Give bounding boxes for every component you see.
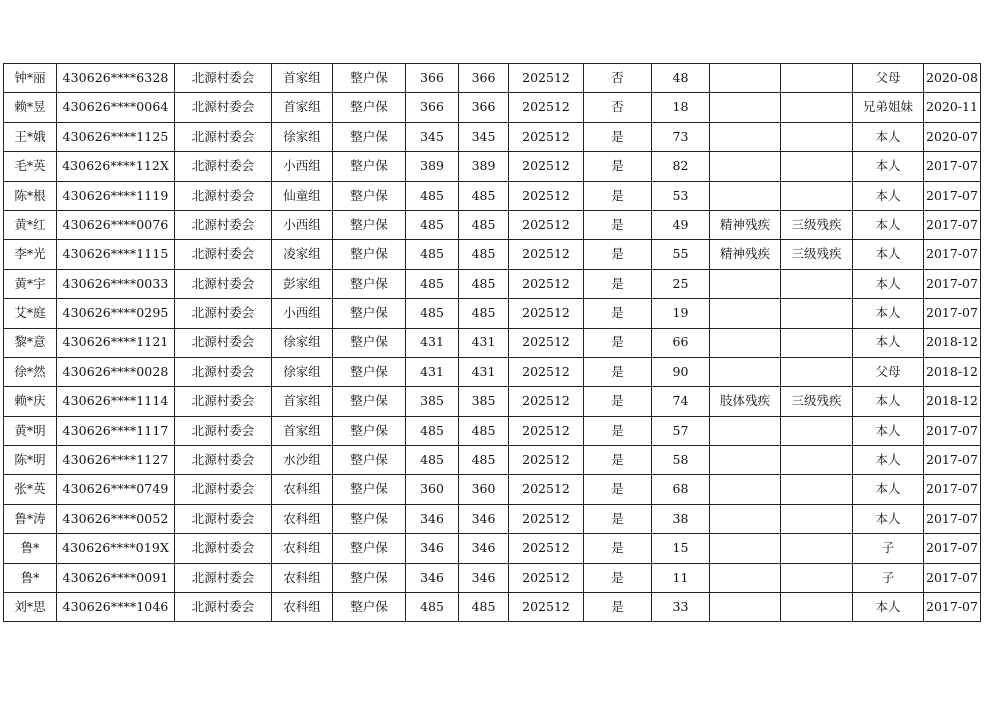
disability-type-cell [710, 475, 781, 504]
amount-cell: 360 [406, 475, 459, 504]
village-committee-cell: 北源村委会 [175, 446, 272, 475]
assistance-type-cell: 整户保 [333, 328, 406, 357]
village-committee-cell: 北源村委会 [175, 93, 272, 122]
assistance-type-cell: 整户保 [333, 593, 406, 622]
group-cell: 徐家组 [272, 328, 333, 357]
id-number-cell: 430626****0028 [57, 357, 175, 386]
name-cell: 鲁* [4, 534, 57, 563]
village-committee-cell: 北源村委会 [175, 387, 272, 416]
age-cell: 68 [652, 475, 710, 504]
age-cell: 18 [652, 93, 710, 122]
table-row [4, 446, 981, 475]
name-cell: 黎*意 [4, 328, 57, 357]
date-cell: 2017-07 [924, 181, 981, 210]
disability-type-cell [710, 446, 781, 475]
name-cell: 赖*庆 [4, 387, 57, 416]
amount-cell: 360 [459, 475, 509, 504]
name-cell: 艾*庭 [4, 299, 57, 328]
relation-cell: 本人 [853, 504, 924, 533]
group-cell: 彭家组 [272, 269, 333, 298]
relation-cell: 本人 [853, 240, 924, 269]
table-row [4, 475, 981, 504]
group-cell: 徐家组 [272, 357, 333, 386]
disability-level-cell [781, 122, 853, 151]
month-cell: 202512 [509, 93, 584, 122]
roster-table [3, 63, 981, 622]
age-cell: 57 [652, 416, 710, 445]
age-cell: 19 [652, 299, 710, 328]
name-cell: 陈*明 [4, 446, 57, 475]
relation-cell: 本人 [853, 416, 924, 445]
amount-cell: 485 [459, 416, 509, 445]
assistance-type-cell: 整户保 [333, 122, 406, 151]
name-cell: 陈*根 [4, 181, 57, 210]
group-cell: 凌家组 [272, 240, 333, 269]
date-cell: 2017-07 [924, 593, 981, 622]
disability-level-cell [781, 446, 853, 475]
group-cell: 小西组 [272, 152, 333, 181]
flag-cell: 否 [584, 64, 652, 93]
relation-cell: 父母 [853, 357, 924, 386]
id-number-cell: 430626****0033 [57, 269, 175, 298]
date-cell: 2017-07 [924, 240, 981, 269]
table-row [4, 504, 981, 533]
id-number-cell: 430626****1127 [57, 446, 175, 475]
flag-cell: 是 [584, 122, 652, 151]
name-cell: 黄*宇 [4, 269, 57, 298]
amount-cell: 346 [406, 504, 459, 533]
table-row [4, 240, 981, 269]
disability-type-cell [710, 593, 781, 622]
relation-cell: 父母 [853, 64, 924, 93]
disability-level-cell: 三级残疾 [781, 387, 853, 416]
table-row [4, 210, 981, 239]
age-cell: 90 [652, 357, 710, 386]
disability-type-cell: 精神残疾 [710, 240, 781, 269]
age-cell: 58 [652, 446, 710, 475]
age-cell: 73 [652, 122, 710, 151]
disability-level-cell [781, 357, 853, 386]
table-row [4, 64, 981, 93]
date-cell: 2020-11 [924, 93, 981, 122]
date-cell: 2017-07 [924, 152, 981, 181]
village-committee-cell: 北源村委会 [175, 593, 272, 622]
table-row [4, 269, 981, 298]
assistance-type-cell: 整户保 [333, 181, 406, 210]
month-cell: 202512 [509, 416, 584, 445]
disability-type-cell [710, 64, 781, 93]
name-cell: 赖*昱 [4, 93, 57, 122]
date-cell: 2017-07 [924, 534, 981, 563]
date-cell: 2018-12 [924, 387, 981, 416]
flag-cell: 是 [584, 593, 652, 622]
id-number-cell: 430626****0064 [57, 93, 175, 122]
date-cell: 2017-07 [924, 504, 981, 533]
table-row [4, 122, 981, 151]
group-cell: 水沙组 [272, 446, 333, 475]
age-cell: 11 [652, 563, 710, 592]
id-number-cell: 430626****019X [57, 534, 175, 563]
date-cell: 2020-08 [924, 64, 981, 93]
assistance-type-cell: 整户保 [333, 534, 406, 563]
amount-cell: 346 [459, 563, 509, 592]
month-cell: 202512 [509, 181, 584, 210]
disability-type-cell [710, 93, 781, 122]
name-cell: 毛*英 [4, 152, 57, 181]
group-cell: 首家组 [272, 93, 333, 122]
table-row [4, 416, 981, 445]
age-cell: 15 [652, 534, 710, 563]
disability-level-cell [781, 64, 853, 93]
amount-cell: 346 [406, 563, 459, 592]
roster-body [4, 64, 981, 622]
assistance-type-cell: 整户保 [333, 152, 406, 181]
table-row [4, 299, 981, 328]
id-number-cell: 430626****1115 [57, 240, 175, 269]
assistance-type-cell: 整户保 [333, 504, 406, 533]
village-committee-cell: 北源村委会 [175, 504, 272, 533]
relation-cell: 本人 [853, 181, 924, 210]
month-cell: 202512 [509, 152, 584, 181]
amount-cell: 485 [459, 299, 509, 328]
amount-cell: 485 [459, 446, 509, 475]
disability-level-cell [781, 299, 853, 328]
assistance-type-cell: 整户保 [333, 93, 406, 122]
month-cell: 202512 [509, 593, 584, 622]
relation-cell: 本人 [853, 122, 924, 151]
flag-cell: 是 [584, 240, 652, 269]
id-number-cell: 430626****1046 [57, 593, 175, 622]
name-cell: 李*光 [4, 240, 57, 269]
group-cell: 首家组 [272, 387, 333, 416]
month-cell: 202512 [509, 387, 584, 416]
assistance-type-cell: 整户保 [333, 416, 406, 445]
disability-type-cell [710, 299, 781, 328]
id-number-cell: 430626****0295 [57, 299, 175, 328]
month-cell: 202512 [509, 64, 584, 93]
amount-cell: 485 [459, 210, 509, 239]
id-number-cell: 430626****6328 [57, 64, 175, 93]
month-cell: 202512 [509, 446, 584, 475]
amount-cell: 346 [459, 534, 509, 563]
month-cell: 202512 [509, 563, 584, 592]
amount-cell: 345 [406, 122, 459, 151]
age-cell: 48 [652, 64, 710, 93]
amount-cell: 485 [406, 446, 459, 475]
age-cell: 55 [652, 240, 710, 269]
disability-level-cell [781, 328, 853, 357]
month-cell: 202512 [509, 299, 584, 328]
village-committee-cell: 北源村委会 [175, 122, 272, 151]
id-number-cell: 430626****112X [57, 152, 175, 181]
flag-cell: 是 [584, 299, 652, 328]
table-row [4, 534, 981, 563]
group-cell: 小西组 [272, 299, 333, 328]
month-cell: 202512 [509, 210, 584, 239]
group-cell: 徐家组 [272, 122, 333, 151]
month-cell: 202512 [509, 122, 584, 151]
amount-cell: 431 [406, 357, 459, 386]
amount-cell: 485 [406, 416, 459, 445]
date-cell: 2017-07 [924, 416, 981, 445]
disability-level-cell [781, 93, 853, 122]
village-committee-cell: 北源村委会 [175, 328, 272, 357]
disability-type-cell [710, 416, 781, 445]
age-cell: 49 [652, 210, 710, 239]
age-cell: 53 [652, 181, 710, 210]
flag-cell: 是 [584, 357, 652, 386]
village-committee-cell: 北源村委会 [175, 210, 272, 239]
date-cell: 2020-07 [924, 122, 981, 151]
disability-type-cell [710, 357, 781, 386]
month-cell: 202512 [509, 328, 584, 357]
amount-cell: 485 [459, 269, 509, 298]
name-cell: 黄*明 [4, 416, 57, 445]
group-cell: 仙童组 [272, 181, 333, 210]
amount-cell: 431 [459, 357, 509, 386]
assistance-type-cell: 整户保 [333, 210, 406, 239]
amount-cell: 485 [459, 181, 509, 210]
relation-cell: 本人 [853, 299, 924, 328]
disability-type-cell: 肢体残疾 [710, 387, 781, 416]
table-row [4, 593, 981, 622]
name-cell: 钟*丽 [4, 64, 57, 93]
relation-cell: 本人 [853, 152, 924, 181]
assistance-type-cell: 整户保 [333, 563, 406, 592]
name-cell: 黄*红 [4, 210, 57, 239]
flag-cell: 是 [584, 446, 652, 475]
assistance-type-cell: 整户保 [333, 387, 406, 416]
village-committee-cell: 北源村委会 [175, 269, 272, 298]
assistance-type-cell: 整户保 [333, 357, 406, 386]
disability-level-cell [781, 504, 853, 533]
amount-cell: 485 [406, 210, 459, 239]
amount-cell: 485 [459, 240, 509, 269]
disability-type-cell [710, 563, 781, 592]
flag-cell: 是 [584, 416, 652, 445]
relation-cell: 本人 [853, 593, 924, 622]
group-cell: 农科组 [272, 475, 333, 504]
table-row [4, 93, 981, 122]
table-row [4, 357, 981, 386]
assistance-type-cell: 整户保 [333, 446, 406, 475]
disability-type-cell: 精神残疾 [710, 210, 781, 239]
month-cell: 202512 [509, 269, 584, 298]
amount-cell: 346 [406, 534, 459, 563]
relation-cell: 本人 [853, 475, 924, 504]
id-number-cell: 430626****0052 [57, 504, 175, 533]
table-row [4, 563, 981, 592]
amount-cell: 485 [406, 299, 459, 328]
village-committee-cell: 北源村委会 [175, 563, 272, 592]
name-cell: 张*英 [4, 475, 57, 504]
relation-cell: 本人 [853, 446, 924, 475]
id-number-cell: 430626****1114 [57, 387, 175, 416]
assistance-type-cell: 整户保 [333, 269, 406, 298]
roster-sheet [3, 63, 981, 622]
village-committee-cell: 北源村委会 [175, 181, 272, 210]
flag-cell: 是 [584, 504, 652, 533]
flag-cell: 是 [584, 181, 652, 210]
relation-cell: 子 [853, 563, 924, 592]
disability-type-cell [710, 269, 781, 298]
amount-cell: 366 [459, 64, 509, 93]
disability-type-cell [710, 122, 781, 151]
flag-cell: 是 [584, 475, 652, 504]
disability-level-cell [781, 563, 853, 592]
id-number-cell: 430626****0076 [57, 210, 175, 239]
amount-cell: 366 [406, 93, 459, 122]
name-cell: 徐*然 [4, 357, 57, 386]
disability-type-cell [710, 534, 781, 563]
flag-cell: 是 [584, 269, 652, 298]
disability-level-cell [781, 416, 853, 445]
flag-cell: 否 [584, 93, 652, 122]
month-cell: 202512 [509, 534, 584, 563]
age-cell: 38 [652, 504, 710, 533]
flag-cell: 是 [584, 387, 652, 416]
amount-cell: 485 [459, 593, 509, 622]
relation-cell: 本人 [853, 269, 924, 298]
id-number-cell: 430626****0749 [57, 475, 175, 504]
disability-level-cell [781, 593, 853, 622]
flag-cell: 是 [584, 152, 652, 181]
amount-cell: 485 [406, 269, 459, 298]
amount-cell: 431 [406, 328, 459, 357]
date-cell: 2018-12 [924, 357, 981, 386]
disability-type-cell [710, 504, 781, 533]
village-committee-cell: 北源村委会 [175, 416, 272, 445]
disability-level-cell [781, 152, 853, 181]
amount-cell: 431 [459, 328, 509, 357]
flag-cell: 是 [584, 210, 652, 239]
flag-cell: 是 [584, 534, 652, 563]
group-cell: 农科组 [272, 563, 333, 592]
age-cell: 66 [652, 328, 710, 357]
amount-cell: 385 [459, 387, 509, 416]
village-committee-cell: 北源村委会 [175, 64, 272, 93]
age-cell: 82 [652, 152, 710, 181]
amount-cell: 346 [459, 504, 509, 533]
village-committee-cell: 北源村委会 [175, 357, 272, 386]
relation-cell: 本人 [853, 210, 924, 239]
group-cell: 农科组 [272, 534, 333, 563]
amount-cell: 389 [459, 152, 509, 181]
disability-level-cell [781, 534, 853, 563]
disability-type-cell [710, 181, 781, 210]
date-cell: 2017-07 [924, 563, 981, 592]
amount-cell: 385 [406, 387, 459, 416]
flag-cell: 是 [584, 563, 652, 592]
id-number-cell: 430626****0091 [57, 563, 175, 592]
amount-cell: 485 [406, 240, 459, 269]
disability-level-cell: 三级残疾 [781, 240, 853, 269]
group-cell: 农科组 [272, 593, 333, 622]
group-cell: 小西组 [272, 210, 333, 239]
village-committee-cell: 北源村委会 [175, 152, 272, 181]
name-cell: 鲁*涛 [4, 504, 57, 533]
table-row [4, 181, 981, 210]
date-cell: 2017-07 [924, 446, 981, 475]
id-number-cell: 430626****1119 [57, 181, 175, 210]
date-cell: 2018-12 [924, 328, 981, 357]
amount-cell: 366 [406, 64, 459, 93]
date-cell: 2017-07 [924, 269, 981, 298]
amount-cell: 485 [406, 181, 459, 210]
assistance-type-cell: 整户保 [333, 475, 406, 504]
table-row [4, 328, 981, 357]
village-committee-cell: 北源村委会 [175, 534, 272, 563]
group-cell: 首家组 [272, 416, 333, 445]
relation-cell: 本人 [853, 328, 924, 357]
date-cell: 2017-07 [924, 299, 981, 328]
age-cell: 74 [652, 387, 710, 416]
relation-cell: 兄弟姐妹 [853, 93, 924, 122]
name-cell: 鲁* [4, 563, 57, 592]
month-cell: 202512 [509, 475, 584, 504]
disability-level-cell [781, 181, 853, 210]
id-number-cell: 430626****1121 [57, 328, 175, 357]
relation-cell: 本人 [853, 387, 924, 416]
name-cell: 王*娥 [4, 122, 57, 151]
age-cell: 25 [652, 269, 710, 298]
relation-cell: 子 [853, 534, 924, 563]
group-cell: 农科组 [272, 504, 333, 533]
assistance-type-cell: 整户保 [333, 240, 406, 269]
disability-level-cell [781, 269, 853, 298]
age-cell: 33 [652, 593, 710, 622]
village-committee-cell: 北源村委会 [175, 240, 272, 269]
flag-cell: 是 [584, 328, 652, 357]
assistance-type-cell: 整户保 [333, 299, 406, 328]
table-row [4, 152, 981, 181]
date-cell: 2017-07 [924, 210, 981, 239]
assistance-type-cell: 整户保 [333, 64, 406, 93]
village-committee-cell: 北源村委会 [175, 299, 272, 328]
amount-cell: 485 [406, 593, 459, 622]
group-cell: 首家组 [272, 64, 333, 93]
month-cell: 202512 [509, 357, 584, 386]
disability-type-cell [710, 328, 781, 357]
id-number-cell: 430626****1125 [57, 122, 175, 151]
disability-level-cell [781, 475, 853, 504]
amount-cell: 345 [459, 122, 509, 151]
month-cell: 202512 [509, 240, 584, 269]
name-cell: 刘*思 [4, 593, 57, 622]
id-number-cell: 430626****1117 [57, 416, 175, 445]
disability-level-cell: 三级残疾 [781, 210, 853, 239]
month-cell: 202512 [509, 504, 584, 533]
amount-cell: 389 [406, 152, 459, 181]
date-cell: 2017-07 [924, 475, 981, 504]
village-committee-cell: 北源村委会 [175, 475, 272, 504]
amount-cell: 366 [459, 93, 509, 122]
table-row [4, 387, 981, 416]
disability-type-cell [710, 152, 781, 181]
